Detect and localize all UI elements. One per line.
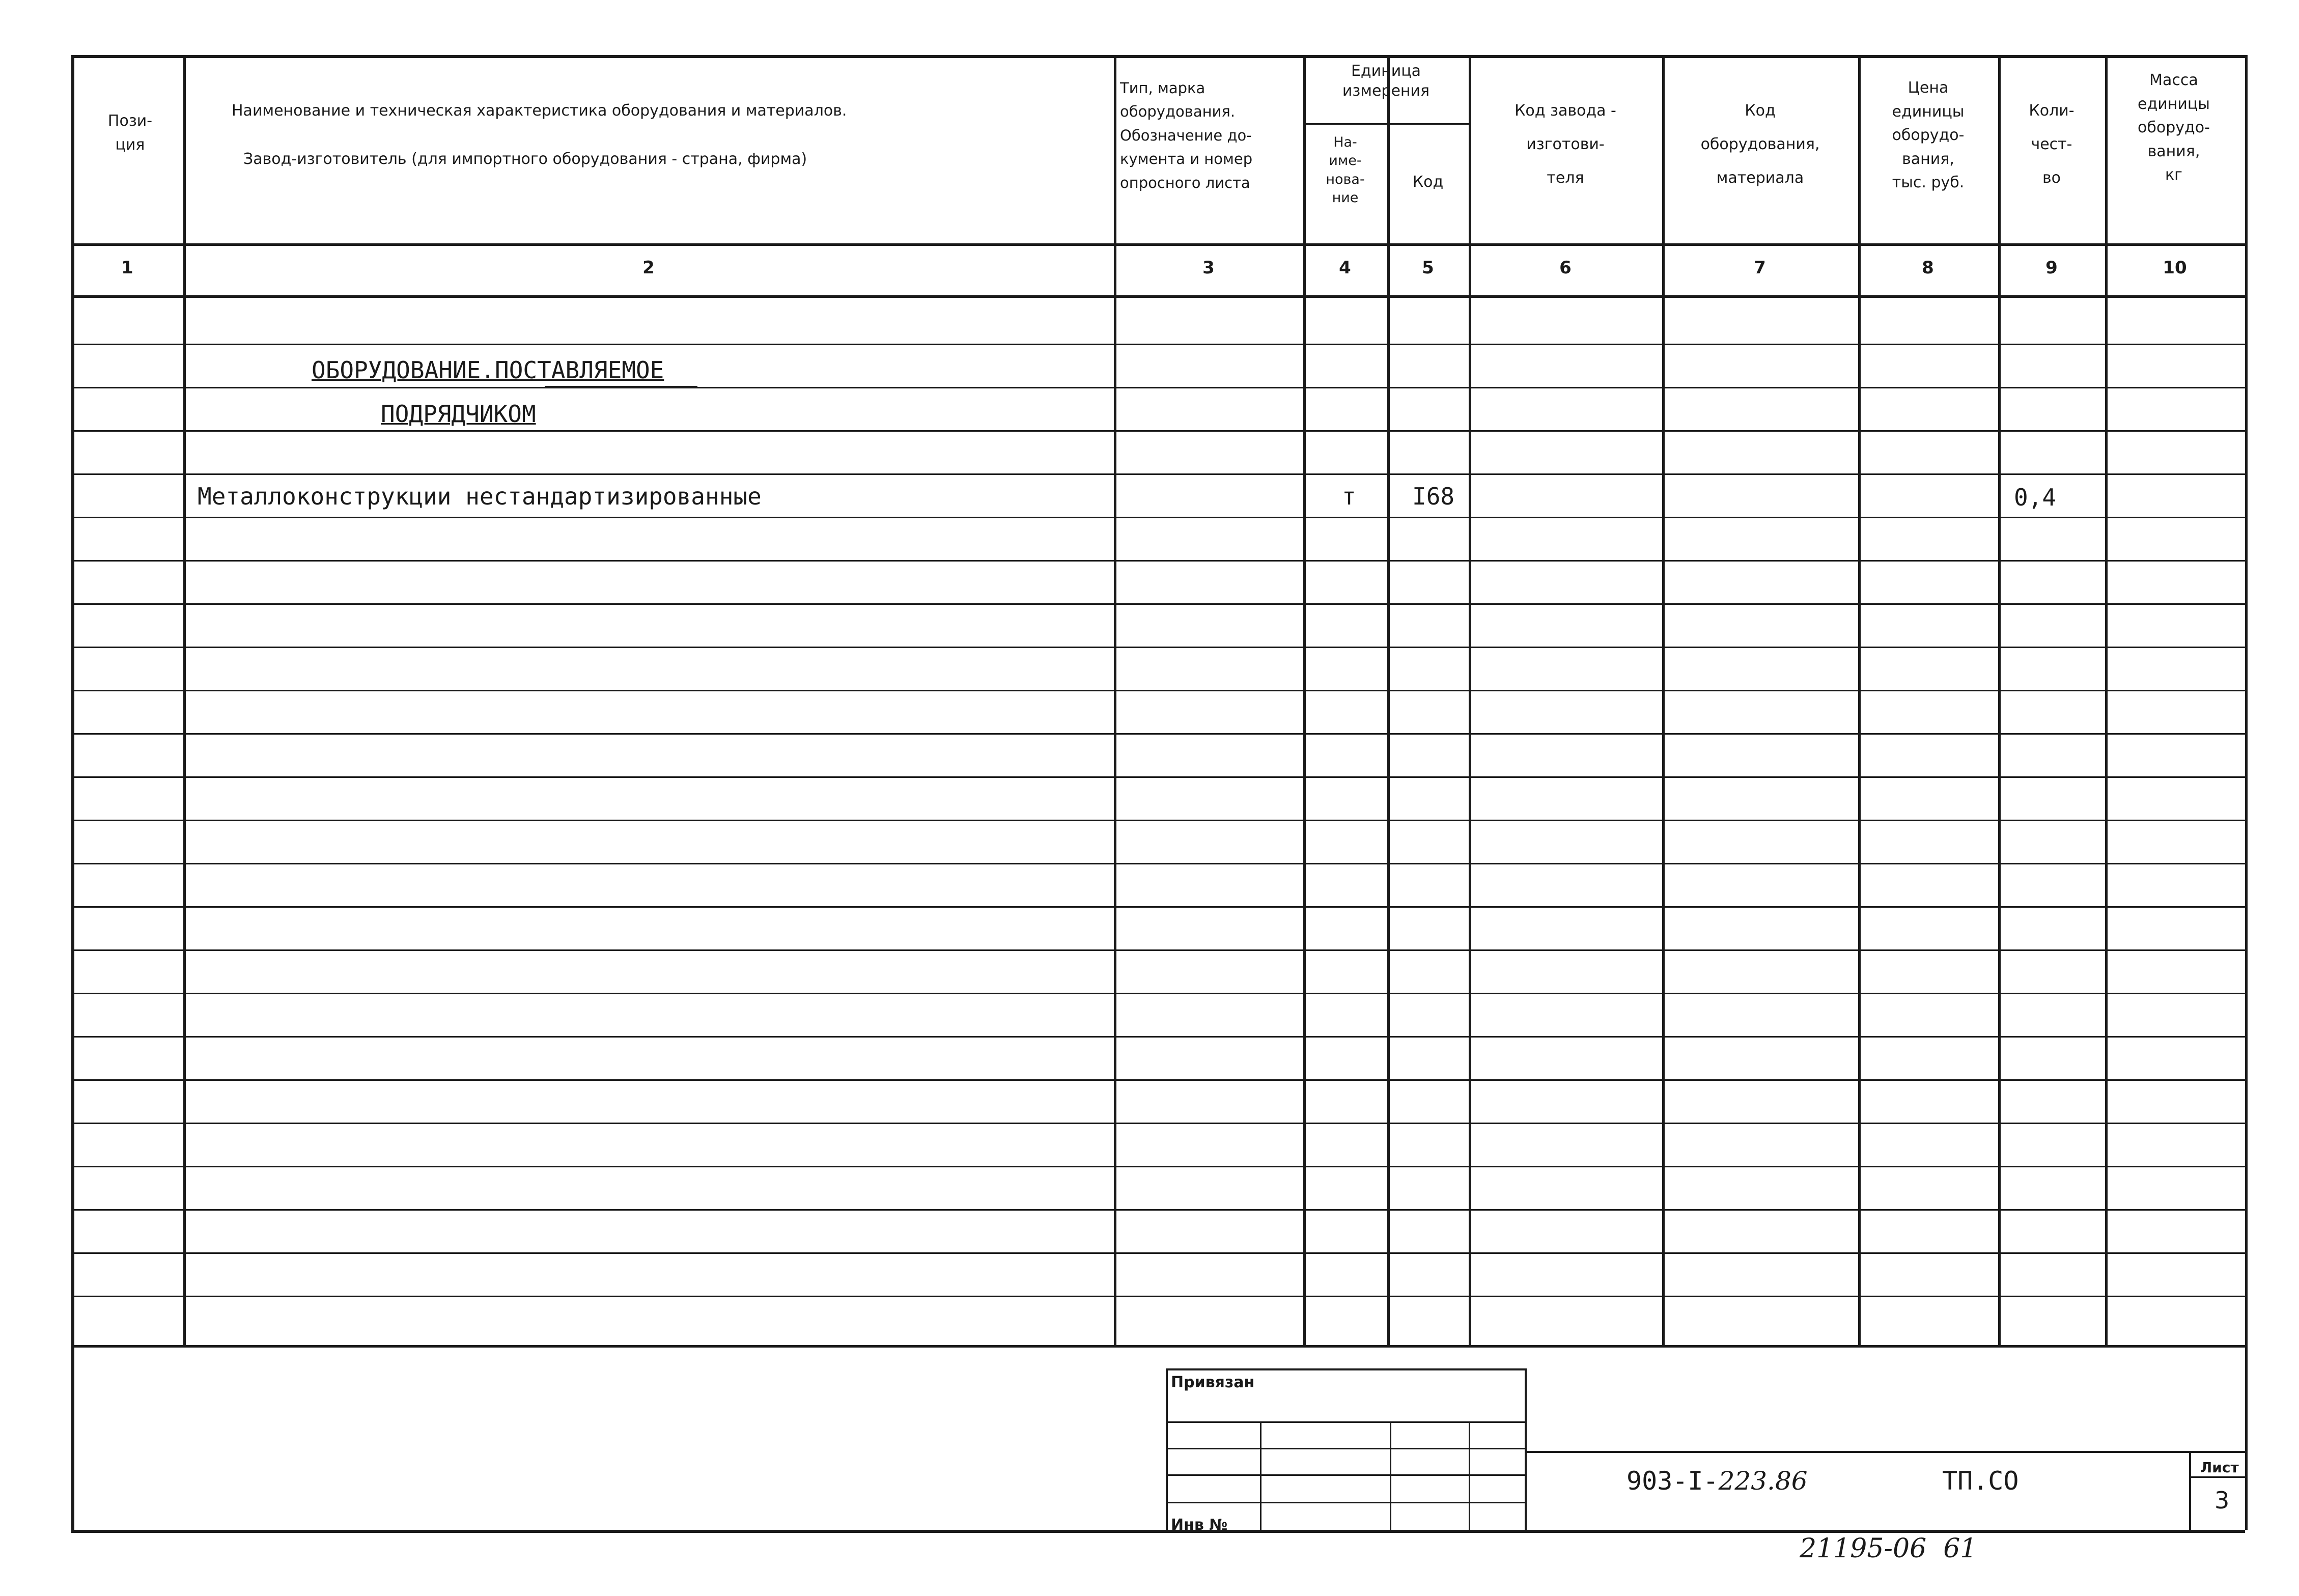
grid-line-h xyxy=(71,1123,2245,1124)
grid-line-v xyxy=(1858,55,1861,1345)
stamp-inv-no: Инв № xyxy=(1171,1516,1228,1534)
header-col3: Тип, марка оборудования. Обозначение до- кумента и номер опросного листа xyxy=(1120,79,1253,191)
grid-line-h xyxy=(1166,1421,1525,1423)
grid-line-v xyxy=(1469,1421,1470,1530)
grid-line-h xyxy=(71,344,2245,345)
header-col10: Масса единицы оборудо- вания, кг xyxy=(2138,71,2210,184)
header-col45-group: Единица измерения xyxy=(1342,62,1430,100)
grid-line-h xyxy=(71,387,2245,388)
grid-line-h xyxy=(71,55,2245,58)
grid-line-v xyxy=(1525,1368,1527,1530)
grid-line-v xyxy=(2105,55,2108,1345)
item-unit-code: I68 xyxy=(1412,483,1455,510)
column-number-5: 5 xyxy=(1422,258,1434,278)
grid-line-h xyxy=(71,1036,2245,1038)
grid-line-h xyxy=(71,863,2245,864)
grid-line-v xyxy=(1303,55,1306,1345)
grid-line-h xyxy=(1525,1451,2245,1453)
grid-line-h xyxy=(2189,1476,2245,1478)
grid-line-v xyxy=(1998,55,2001,1345)
column-number-7: 7 xyxy=(1754,258,1766,278)
grid-line-h xyxy=(71,1252,2245,1254)
column-number-1: 1 xyxy=(121,258,133,278)
grid-line-h xyxy=(1166,1474,1525,1476)
grid-line-h xyxy=(545,386,697,387)
column-number-8: 8 xyxy=(1922,258,1934,278)
grid-line-v xyxy=(1662,55,1665,1345)
grid-line-v xyxy=(183,55,186,1345)
grid-line-v xyxy=(1260,1421,1261,1530)
header-col8: Цена единицы оборудо- вания, тыс. руб. xyxy=(1892,79,1965,191)
grid-line-h xyxy=(71,993,2245,994)
header-col6: Код завода - изготови- теля xyxy=(1515,102,1616,187)
grid-line-h xyxy=(71,473,2245,475)
grid-line-h xyxy=(71,647,2245,648)
grid-line-h xyxy=(71,1166,2245,1167)
grid-line-h xyxy=(1166,1448,1525,1449)
header-col7: Код оборудования, материала xyxy=(1700,102,1820,187)
header-col1: Пози- ция xyxy=(107,112,153,154)
grid-line-v xyxy=(1390,1421,1391,1530)
grid-line-h xyxy=(71,430,2245,432)
item-unit: т xyxy=(1342,483,1356,510)
grid-line-h xyxy=(71,295,2245,298)
grid-line-h xyxy=(71,1079,2245,1081)
column-number-3: 3 xyxy=(1202,258,1215,278)
grid-line-h xyxy=(71,603,2245,605)
grid-line-h xyxy=(71,949,2245,951)
stamp-doc-type: ТП.СО xyxy=(1942,1466,2019,1496)
header-col2-line1: Наименование и техническая характеристика оборудования и материалов. xyxy=(232,102,847,120)
section-title-line2: ПОДРЯДЧИКОМ xyxy=(381,400,536,428)
grid-line-h xyxy=(71,906,2245,908)
grid-line-v xyxy=(71,55,74,1530)
grid-line-h xyxy=(71,517,2245,518)
section-title-line1: ОБОРУДОВАНИЕ.ПОСТАВЛЯЕМОЕ xyxy=(312,356,664,384)
stamp-doc-code xyxy=(1627,1466,1808,1496)
doc-code-printed: 903-I- xyxy=(1627,1466,1719,1496)
grid-line-h xyxy=(71,1345,2245,1348)
header-col4: На- име- нова- ние xyxy=(1326,134,1365,206)
grid-line-h xyxy=(71,1296,2245,1297)
grid-line-h xyxy=(1303,123,1469,125)
column-number-2: 2 xyxy=(642,258,655,278)
item-quantity: 0,4 xyxy=(2014,484,2057,511)
grid-line-h xyxy=(71,560,2245,562)
column-number-9: 9 xyxy=(2045,258,2058,278)
grid-line-h xyxy=(71,1530,2245,1533)
footer-archive-number: 21195-06 61 xyxy=(1800,1533,1977,1564)
header-col5: Код xyxy=(1412,173,1444,191)
stamp-sheet-number: 3 xyxy=(2214,1487,2230,1514)
column-number-10: 10 xyxy=(2163,258,2187,278)
grid-line-h xyxy=(1166,1368,1525,1370)
grid-line-h xyxy=(71,820,2245,821)
grid-line-h xyxy=(71,1209,2245,1211)
grid-line-h xyxy=(71,690,2245,691)
column-number-6: 6 xyxy=(1559,258,1572,278)
grid-line-v xyxy=(2245,55,2248,1530)
grid-line-v xyxy=(1387,55,1390,1345)
grid-line-h xyxy=(71,733,2245,735)
grid-line-v xyxy=(1469,55,1471,1345)
stamp-sheet-label: Лист xyxy=(2200,1459,2239,1476)
doc-code-handwritten: 223.86 xyxy=(1718,1466,1808,1496)
header-col9: Коли- чест- во xyxy=(2029,102,2074,187)
column-number-4: 4 xyxy=(1339,258,1351,278)
header-col2-line2: Завод-изготовитель (для импортного оборудования - страна, фирма) xyxy=(243,150,807,168)
grid-line-h xyxy=(1166,1502,1525,1503)
grid-line-v xyxy=(2189,1451,2191,1530)
item-name: Металлоконструкции нестандартизированные xyxy=(198,483,762,510)
stamp-privyazan: Привязан xyxy=(1171,1374,1255,1391)
grid-line-h xyxy=(71,243,2245,246)
grid-line-h xyxy=(71,776,2245,778)
grid-line-v xyxy=(1114,55,1116,1345)
